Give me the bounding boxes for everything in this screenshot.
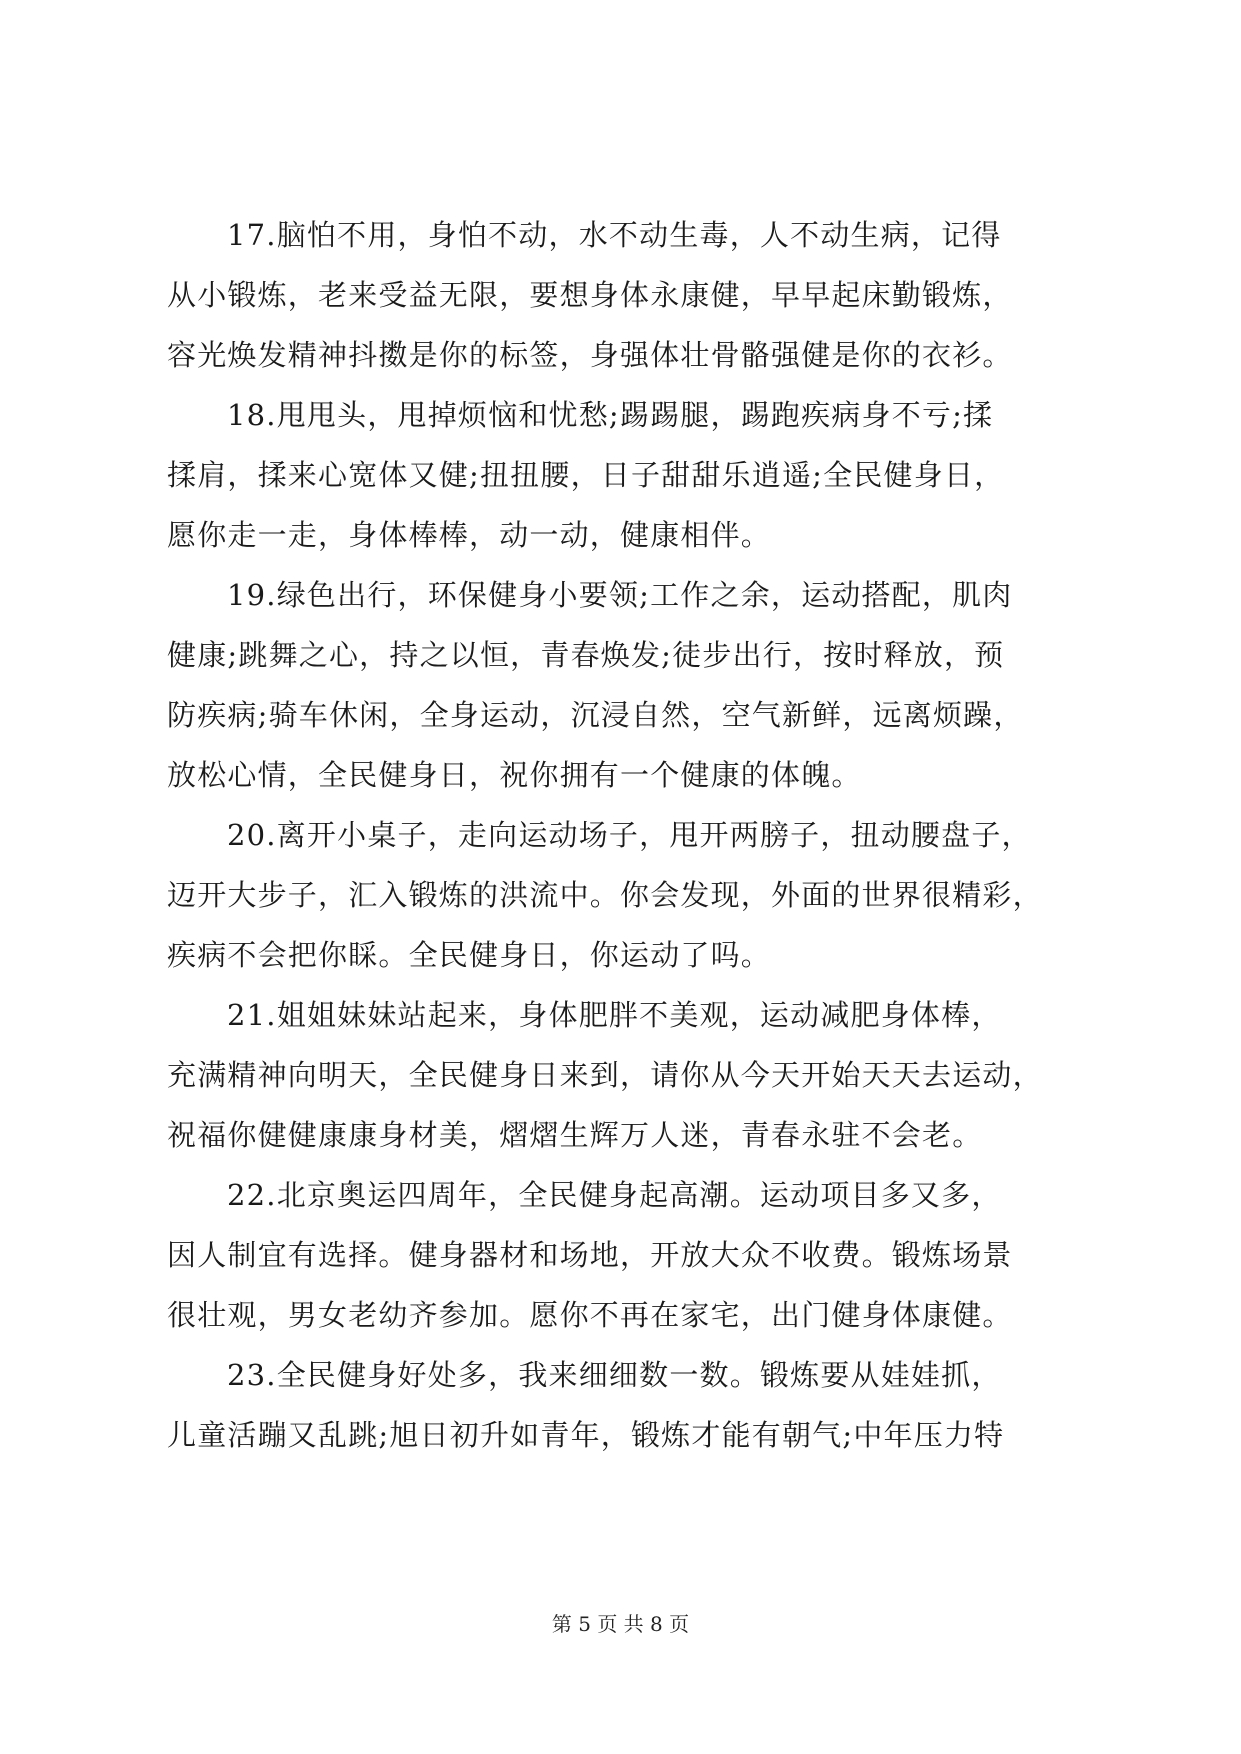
paragraph-21-line-3: 祝福你健健康康身材美，熠熠生辉万人迷，青春永驻不会老。 bbox=[167, 1118, 983, 1152]
paragraph-17-line-1: 17.脑怕不用，身怕不动，水不动生毒，人不动生病，记得 bbox=[227, 218, 1002, 252]
paragraph-22-line-2: 因人制宜有选择。健身器材和场地，开放大众不收费。锻炼场景 bbox=[167, 1238, 1013, 1272]
paragraph-19-line-3: 防疾病;骑车休闲，全身运动，沉浸自然，空气新鲜，远离烦躁， bbox=[167, 698, 1024, 732]
paragraph-21-line-2: 充满精神向明天，全民健身日来到，请你从今天开始天天去运动， bbox=[167, 1058, 1043, 1092]
paragraph-23-line-1: 23.全民健身好处多，我来细细数一数。锻炼要从娃娃抓， bbox=[227, 1358, 1002, 1392]
paragraph-18-line-3: 愿你走一走，身体棒棒，动一动，健康相伴。 bbox=[167, 518, 772, 552]
paragraph-17-line-3: 容光焕发精神抖擞是你的标签，身强体壮骨骼强健是你的衣衫。 bbox=[167, 338, 1013, 372]
paragraph-20-line-2: 迈开大步子，汇入锻炼的洪流中。你会发现，外面的世界很精彩， bbox=[167, 878, 1043, 912]
paragraph-20-line-3: 疾病不会把你睬。全民健身日，你运动了吗。 bbox=[167, 938, 772, 972]
paragraph-21-line-1: 21.姐姐妹妹站起来，身体肥胖不美观，运动减肥身体棒， bbox=[227, 998, 1002, 1032]
paragraph-22-line-3: 很壮观，男女老幼齐参加。愿你不再在家宅，出门健身体康健。 bbox=[167, 1298, 1013, 1332]
paragraph-17-line-2: 从小锻炼，老来受益无限，要想身体永康健，早早起床勤锻炼， bbox=[167, 278, 1013, 312]
paragraph-19-line-2: 健康;跳舞之心，持之以恒，青春焕发;徒步出行，按时释放，预 bbox=[167, 638, 1005, 672]
paragraph-19-line-4: 放松心情，全民健身日，祝你拥有一个健康的体魄。 bbox=[167, 758, 862, 792]
paragraph-23-line-2: 儿童活蹦又乱跳;旭日初升如青年，锻炼才能有朝气;中年压力特 bbox=[167, 1418, 1005, 1452]
paragraph-18-line-1: 18.甩甩头，甩掉烦恼和忧愁;踢踢腿，踢跑疾病身不亏;揉 bbox=[227, 398, 994, 432]
page-number-footer: 第 5 页 共 8 页 bbox=[551, 1612, 690, 1636]
paragraph-22-line-1: 22.北京奥运四周年，全民健身起高潮。运动项目多又多， bbox=[227, 1178, 1002, 1212]
paragraph-20-line-1: 20.离开小桌子，走向运动场子，甩开两膀子，扭动腰盘子， bbox=[227, 818, 1032, 852]
paragraph-18-line-2: 揉肩，揉来心宽体又健;扭扭腰，日子甜甜乐逍遥;全民健身日， bbox=[167, 458, 1005, 492]
paragraph-19-line-1: 19.绿色出行，环保健身小要领;工作之余，运动搭配，肌肉 bbox=[227, 578, 1013, 612]
